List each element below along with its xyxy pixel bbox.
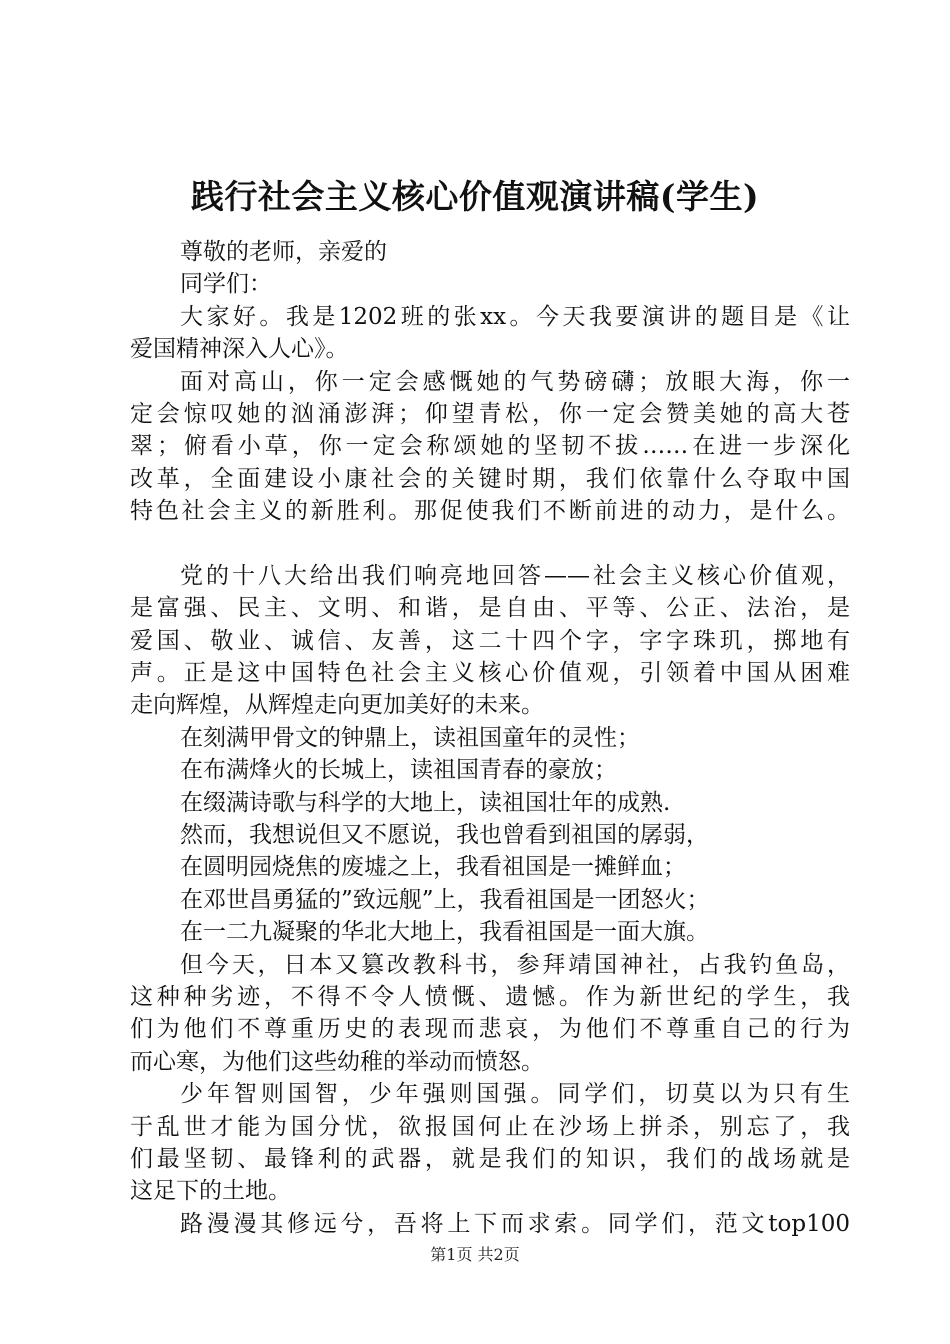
text-line: 翠；俯看小草，你一定会称颂她的坚韧不拔……在进一步深化 <box>130 433 850 460</box>
text-line: 在邓世昌勇猛的”致远舰”上，我看祖国是一团怒火； <box>180 886 710 913</box>
text-line: 但今天，日本又篡改教科书，参拜靖国神社，占我钓鱼岛， <box>180 951 850 978</box>
text-line: 而心寒，为他们这些幼稚的举动而愤怒。 <box>130 1048 544 1075</box>
page-footer: 第1页 共2页 <box>430 1245 520 1264</box>
text-line: 们最坚韧、最锋利的武器，就是我们的知识，我们的战场就是 <box>130 1145 850 1172</box>
text-line: 党的十八大给出我们响亮地回答——社会主义核心价值观， <box>180 562 850 589</box>
text-line: 于乱世才能为国分忧，欲报国何止在沙场上拼杀，别忘了，我 <box>130 1113 850 1140</box>
paragraph-gap <box>130 528 850 560</box>
text-line: 面对高山，你一定会感慨她的气势磅礴；放眼大海，你一 <box>180 368 850 395</box>
text-line: 特色社会主义的新胜利。那促使我们不断前进的动力，是什么。 <box>130 498 850 525</box>
text-line: 在一二九凝聚的华北大地上，我看祖国是一面大旗。 <box>180 919 709 946</box>
text-line: 改革，全面建设小康社会的关键时期，我们依靠什么夺取中国 <box>130 465 850 492</box>
text-line: 在布满烽火的长城上，读祖国青春的豪放； <box>180 757 617 784</box>
text-line: 同学们： <box>180 271 272 298</box>
document-body <box>130 236 850 1240</box>
text-line: 尊敬的老师，亲爱的 <box>180 239 387 265</box>
text-line: 声。正是这中国特色社会主义核心价值观，引领着中国从困难 <box>130 660 850 687</box>
text-line: 在缀满诗歌与科学的大地上，读祖国壮年的成熟. <box>180 789 671 816</box>
document-title: 践行社会主义核心价值观演讲稿(学生) <box>190 177 760 216</box>
text-line: 这足下的土地。 <box>130 1178 291 1205</box>
text-line: 大家好。我是1202班的张xx。今天我要演讲的题目是《让 <box>180 303 850 330</box>
text-line: 在圆明园烧焦的废墟之上，我看祖国是一摊鲜血； <box>180 854 686 881</box>
text-line: 这种种劣迹，不得不令人愤慨、遗憾。作为新世纪的学生，我 <box>130 983 850 1010</box>
text-line: 定会惊叹她的汹涌澎湃；仰望青松，你一定会赞美她的高大苍 <box>130 400 850 427</box>
text-line: 们为他们不尊重历史的表现而悲哀，为他们不尊重自己的行为 <box>130 1016 850 1043</box>
text-line: 在刻满甲骨文的钟鼎上，读祖国童年的灵性； <box>180 724 640 751</box>
text-line: 走向辉煌，从辉煌走向更加美好的未来。 <box>130 692 544 719</box>
text-line: 是富强、民主、文明、和谐，是自由、平等、公正、法治，是 <box>130 595 850 622</box>
text-line: 爱国精神深入人心》。 <box>130 336 349 363</box>
text-line: 爱国、敬业、诚信、友善，这二十四个字，字字珠玑，掷地有 <box>130 627 850 654</box>
text-line: 路漫漫其修远兮，吾将上下而求索。同学们，范文top100 <box>180 1210 850 1237</box>
text-line: 然而，我想说但又不愿说，我也曾看到祖国的孱弱， <box>180 822 709 849</box>
text-line: 少年智则国智，少年强则国强。同学们，切莫以为只有生 <box>180 1081 850 1108</box>
